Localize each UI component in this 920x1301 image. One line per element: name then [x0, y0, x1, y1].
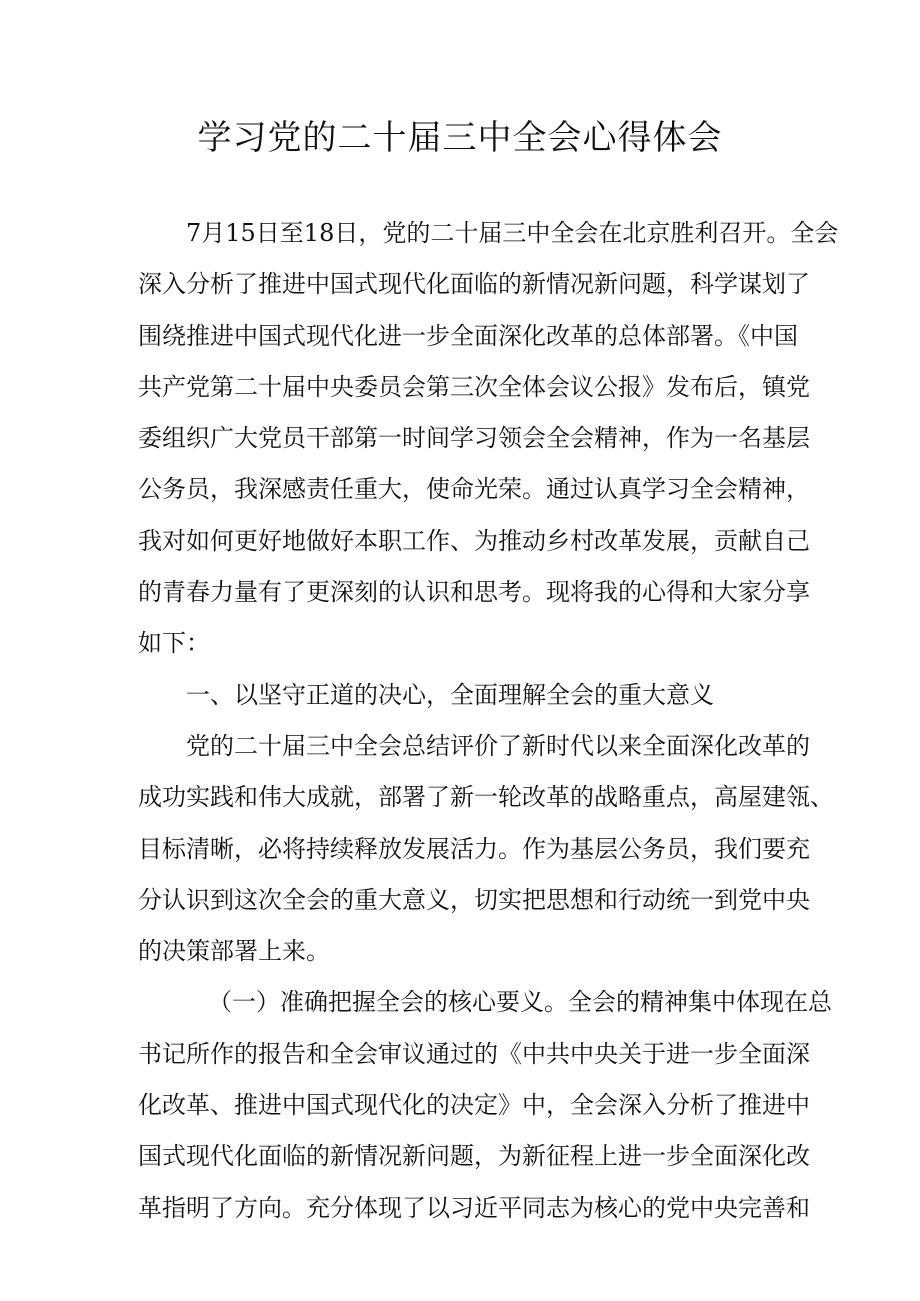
paragraph-line: 国式现代化面临的新情况新问题，为新征程上进一步全面深化改	[138, 1142, 810, 1171]
paragraph-line: 化改革、推进中国式现代化的决定》中，全会深入分析了推进中	[138, 1091, 810, 1120]
paragraph-line: 党的二十届三中全会总结评价了新时代以来全面深化改革的	[186, 731, 810, 760]
paragraph-line: 我对如何更好地做好本职工作、为推动乡村改革发展，贡献自己	[138, 526, 810, 555]
section-heading: 一、以坚守正道的决心，全面理解全会的重大意义	[186, 680, 714, 709]
paragraph-line: 革指明了方向。充分体现了以习近平同志为核心的党中央完善和	[138, 1193, 810, 1222]
paragraph-line: 的青春力量有了更深刻的认识和思考。现将我的心得和大家分享	[138, 578, 810, 607]
paragraph-line: 7月15日至18日，党的二十届三中全会在北京胜利召开。全会	[186, 219, 839, 247]
paragraph-line: 围绕推进中国式现代化进一步全面深化改革的总体部署。《中国	[138, 321, 798, 350]
paragraph-line: 的决策部署上来。	[138, 937, 330, 966]
paragraph-line: 目标清晰，必将持续释放发展活力。作为基层公务员，我们要充	[138, 834, 810, 863]
document-body	[138, 208, 839, 1234]
paragraph-line: 如下：	[138, 629, 210, 658]
paragraph-line: 书记所作的报告和全会审议通过的《中共中央关于进一步全面深	[138, 1039, 810, 1068]
paragraph-line: 委组织广大党员干部第一时间学习领会全会精神，作为一名基层	[138, 424, 810, 453]
paragraph-line: 深入分析了推进中国式现代化面临的新情况新问题，科学谋划了	[138, 270, 810, 299]
paragraph-line: 成功实践和伟大成就，部署了新一轮改革的战略重点，高屋建瓴、	[138, 783, 834, 812]
document-title: 学习党的二十届三中全会心得体会	[197, 118, 723, 158]
paragraph-line: 分认识到这次全会的重大意义，切实把思想和行动统一到党中央	[138, 885, 810, 914]
paragraph-line: 公务员，我深感责任重大，使命光荣。通过认真学习全会精神，	[138, 475, 810, 504]
paragraph-line: 共产党第二十届中央委员会第三次全体会议公报》发布后，镇党	[138, 372, 810, 401]
subsection-line: （一）准确把握全会的核心要义。全会的精神集中体现在总	[208, 988, 832, 1017]
